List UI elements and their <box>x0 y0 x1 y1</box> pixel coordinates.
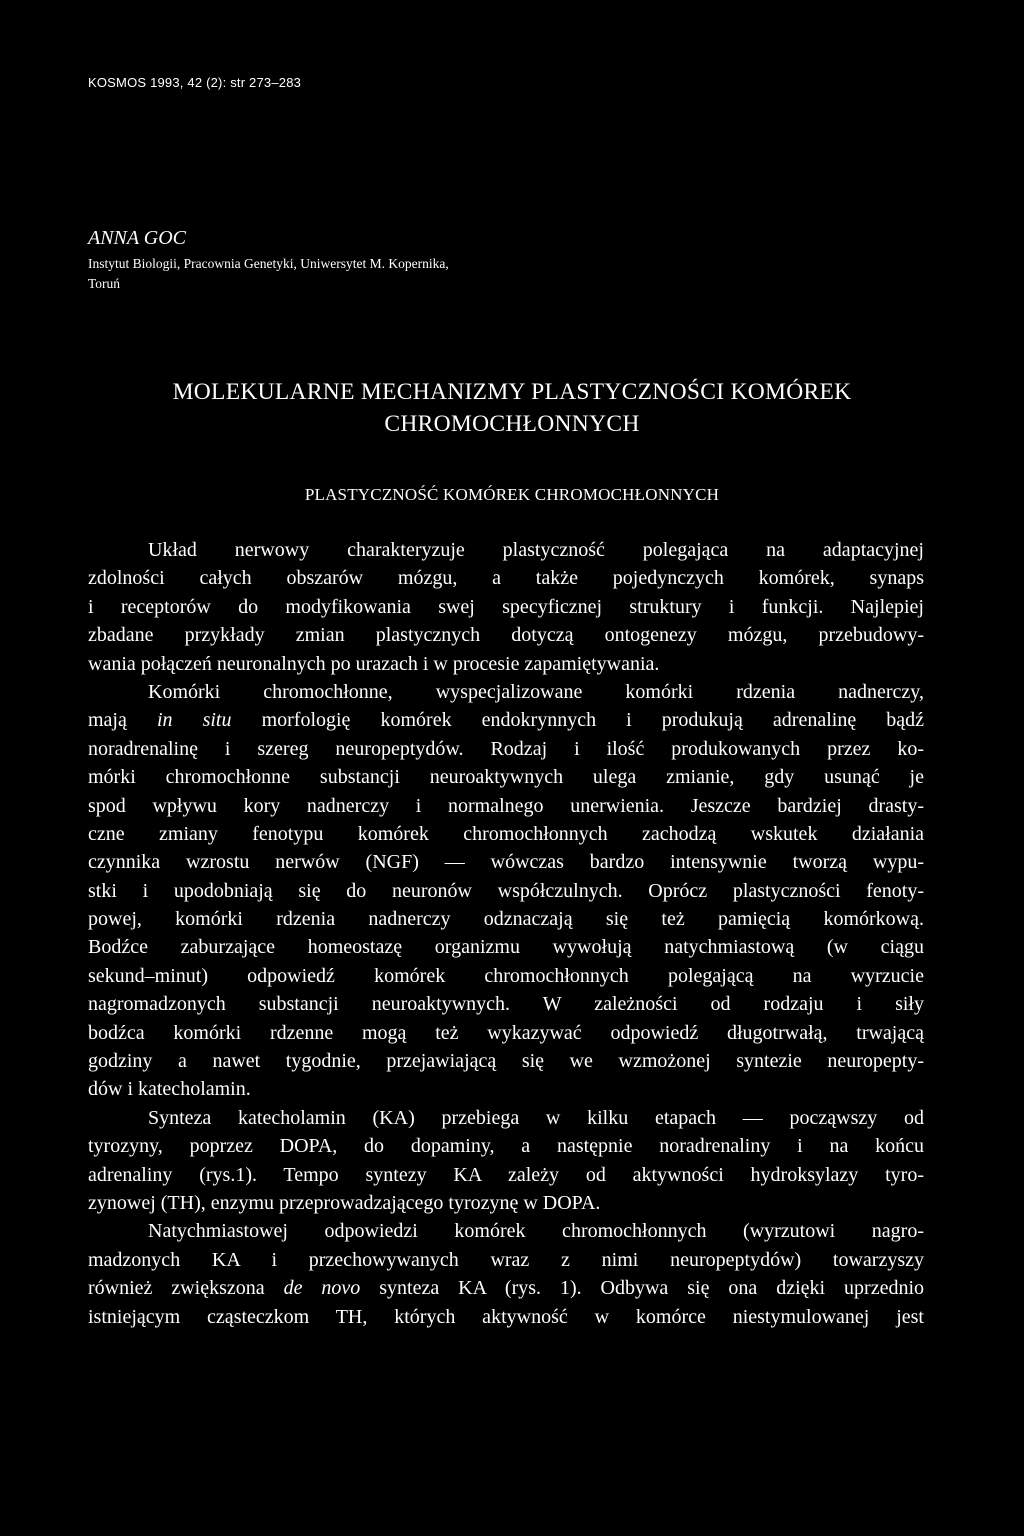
body-line: sekund–minut) odpowiedź komórek chromochłonnych polegającą na wyrzucie <box>88 964 924 987</box>
body-line <box>88 1274 924 1302</box>
body-line: istniejącym cząsteczkom TH, których aktywność w komórce niestymulowanej jest <box>88 1305 924 1328</box>
body-line: powej, komórki rdzenia nadnerczy odznaczają się też pamięcią komórkową. <box>88 908 924 931</box>
body-text <box>88 536 924 1331</box>
body-line: Natychmiastowej odpowiedzi komórek chromochłonnych (wyrzutowi nagro- <box>148 1220 924 1243</box>
author-name: ANNA GOC <box>88 227 186 249</box>
body-line: czne zmiany fenotypu komórek chromochłonnych zachodzą wskutek działania <box>88 822 924 845</box>
title-line: MOLEKULARNE MECHANIZMY PLASTYCZNOŚCI KOMÓREK <box>172 379 852 405</box>
body-line: bodźca komórki rdzenne mogą też wykazywać odpowiedź długotrwałą, trwającą <box>88 1021 924 1044</box>
body-line: adrenaliny (rys.1). Tempo syntezy KA zależy od aktywności hydroksylazy tyro- <box>88 1163 924 1186</box>
body-line: Komórki chromochłonne, wyspecjalizowane komórki rdzenia nadnerczy, <box>148 680 924 703</box>
body-line: noradrenalinę i szereg neuropeptydów. Rodzaj i ilość produkowanych przez ko- <box>88 737 924 760</box>
author-affiliation <box>88 254 508 294</box>
body-fragment: synteza KA (rys. 1). Odbywa się ona dzięki uprzednio <box>379 1277 924 1300</box>
body-fragment: również zwiększona <box>88 1277 265 1300</box>
body-line: i receptorów do modyfikowania swej specyficznej struktury i funkcji. Najlepiej <box>88 595 924 618</box>
body-line: Układ nerwowy charakteryzuje plastyczność polegająca na adaptacyjnej <box>148 539 924 561</box>
body-line: madzonych KA i przechowywanych wraz z nimi neuropeptydów) towarzyszy <box>88 1248 924 1271</box>
body-line: czynnika wzrostu nerwów (NGF) — wówczas bardzo intensywnie tworzą wypu- <box>88 851 924 874</box>
italic-term: in situ <box>156 709 232 732</box>
body-line: wania połączeń neuronalnych po urazach i w procesie zapamiętywania. <box>88 652 660 675</box>
body-line: Bodźce zaburzające homeostazę organizmu wywołują natychmiastową (w ciągu <box>88 936 924 959</box>
article-title <box>60 376 964 440</box>
affiliation-line: Toruń <box>88 276 121 291</box>
body-line: Synteza katecholamin (KA) przebiega w kilku etapach — począwszy od <box>148 1106 924 1129</box>
title-line: CHROMOCHŁONNYCH <box>384 411 640 437</box>
affiliation-line: Instytut Biologii, Pracownia Genetyki, Uniwersytet M. Kopernika, <box>88 256 449 271</box>
body-line: tyrozyny, poprzez DOPA, do dopaminy, a następnie noradrenaliny i na końcu <box>88 1135 924 1158</box>
journal-citation: KOSMOS 1993, 42 (2): str 273–283 <box>88 75 302 90</box>
body-line: zdolności całych obszarów mózgu, a także pojedynczych komórek, synaps <box>88 567 924 590</box>
body-fragment: morfologię komórek endokrynnych i produkują adrenalinę bądź <box>261 709 924 732</box>
section-heading: PLASTYCZNOŚĆ KOMÓREK CHROMOCHŁONNYCH <box>304 485 720 504</box>
body-line <box>88 706 924 734</box>
body-line: zynowej (TH), enzymu przeprowadzającego tyrozynę w DOPA. <box>88 1191 601 1214</box>
body-line: nagromadzonych substancji neuroaktywnych. W zależności od rodzaju i siły <box>88 993 924 1016</box>
italic-term: de novo <box>283 1277 361 1300</box>
body-fragment: mają <box>88 709 127 732</box>
body-line: mórki chromochłonne substancji neuroaktywnych ulega zmianie, gdy usunąć je <box>88 766 924 789</box>
body-line: spod wpływu kory nadnerczy i normalnego unerwienia. Jeszcze bardziej drasty- <box>88 794 924 817</box>
body-line: dów i katecholamin. <box>88 1078 251 1101</box>
body-line: godziny a nawet tygodnie, przejawiającą się we wzmożonej syntezie neuropepty- <box>88 1050 924 1073</box>
body-line: zbadane przykłady zmian plastycznych dotyczą ontogenezy mózgu, przebudowy- <box>88 624 924 647</box>
body-line: stki i upodobniają się do neuronów współczulnych. Oprócz plastyczności fenoty- <box>88 879 924 902</box>
